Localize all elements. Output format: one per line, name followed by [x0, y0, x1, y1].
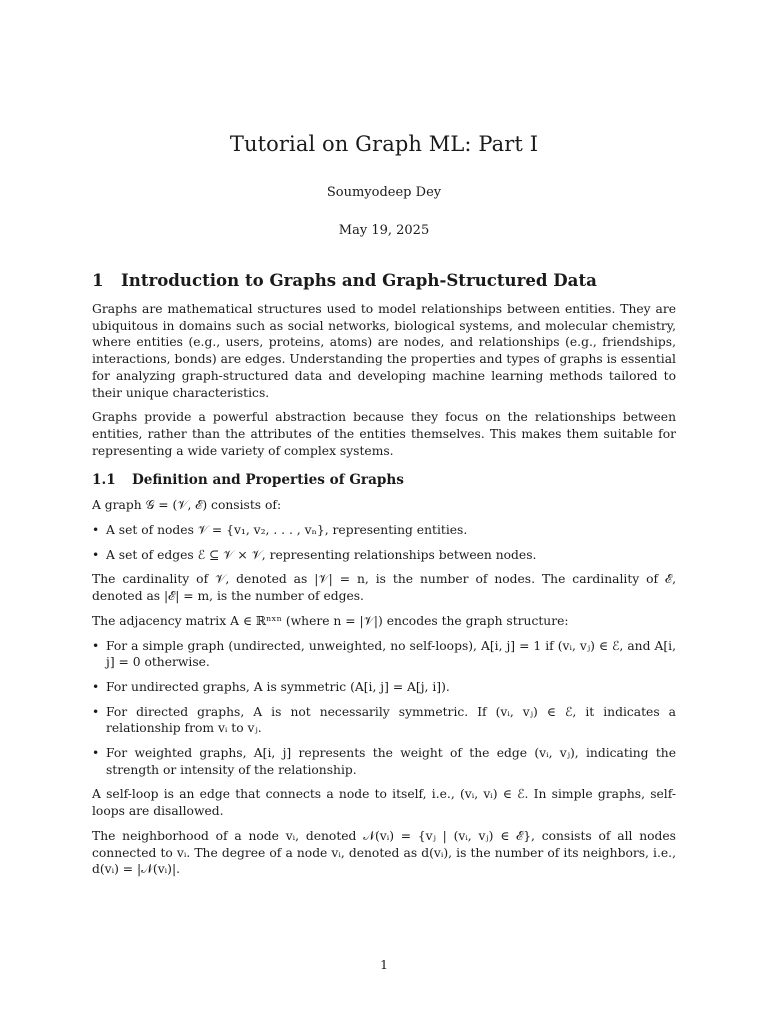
subsection-number: 1.1 [92, 472, 116, 489]
list-item: • For weighted graphs, A[i, j] represents the weight of the edge (vᵢ, vⱼ), indicating the strength or intensity of the relationship. [92, 745, 676, 778]
list-item: • A set of edges ℰ ⊆ 𝒱 × 𝒱, representing relationships between nodes. [92, 547, 676, 564]
subsection-heading [92, 471, 676, 489]
adjacency-paragraph: The adjacency matrix A ∈ ℝⁿˣⁿ (where n = |𝒱|) encodes the graph structure: [92, 613, 569, 628]
document-title: Tutorial on Graph ML: Part I [229, 132, 539, 156]
cardinality-paragraph: The cardinality of 𝒱, denoted as |𝒱| = n, is the number of nodes. The cardinality of ℰ, denoted as |ℰ| = m, is the number of edges. [92, 572, 676, 604]
neighborhood-paragraph: The neighborhood of a node vᵢ, denoted 𝒩(vᵢ) = {vⱼ | (vᵢ, vⱼ) ∈ ℰ}, consists of all nodes connected to vᵢ. The degree of a node vᵢ, denoted as d(vᵢ), is the number of its neighbors, i.e., d(vᵢ) = |𝒩(vᵢ)|. [92, 828, 676, 877]
list-item: • For undirected graphs, A is symmetric (A[i, j] = A[j, i]). [92, 679, 676, 696]
subsection-title: Definition and Properties of Graphs [132, 472, 404, 489]
document-body [92, 269, 676, 886]
list-item: • For a simple graph (undirected, unweighted, no self-loops), A[i, j] = 1 if (vᵢ, vⱼ) ∈ ℰ, and A[i, j] = 0 otherwise. [92, 638, 676, 671]
list-item: • For directed graphs, A is not necessarily symmetric. If (vᵢ, vⱼ) ∈ ℰ, it indicates a relationship from vᵢ to vⱼ. [92, 704, 676, 737]
section-heading [92, 269, 676, 291]
graph-definition: A graph 𝒢 = (𝒱, ℰ) consists of: [92, 498, 282, 513]
document-date: May 19, 2025 [338, 223, 430, 238]
adjacency-list [92, 638, 676, 779]
graph-components-list [92, 522, 676, 563]
list-item: • A set of nodes 𝒱 = {v₁, v₂, . . . , vₙ}, representing entities. [92, 522, 676, 539]
page-number: 1 [380, 958, 388, 972]
author-name: Soumyodeep Dey [326, 185, 442, 200]
intro-paragraph: Graphs provide a powerful abstraction because they focus on the relationships between entities, rather than the attributes of the entities themselves. This makes them suitable for representing a wide variety of complex systems. [92, 410, 676, 458]
intro-paragraph: Graphs are mathematical structures used to model relationships between entities. They are ubiquitous in domains such as social networks, biological systems, and molecular chemistry, where entities (e.g., users, proteins, atoms) are nodes, and relationships (e.g., friendships, interactions, bonds) are edges. Understanding the properties and types of graphs is essential for analyzing graph-structured data and developing machine learning methods tailored to their unique characteristics. [92, 302, 676, 400]
section-title: Introduction to Graphs and Graph-Structured Data [121, 270, 597, 290]
section-number: 1 [92, 270, 104, 290]
selfloop-paragraph: A self-loop is an edge that connects a node to itself, i.e., (vᵢ, vᵢ) ∈ ℰ. In simple graphs, self-loops are disallowed. [92, 787, 676, 819]
